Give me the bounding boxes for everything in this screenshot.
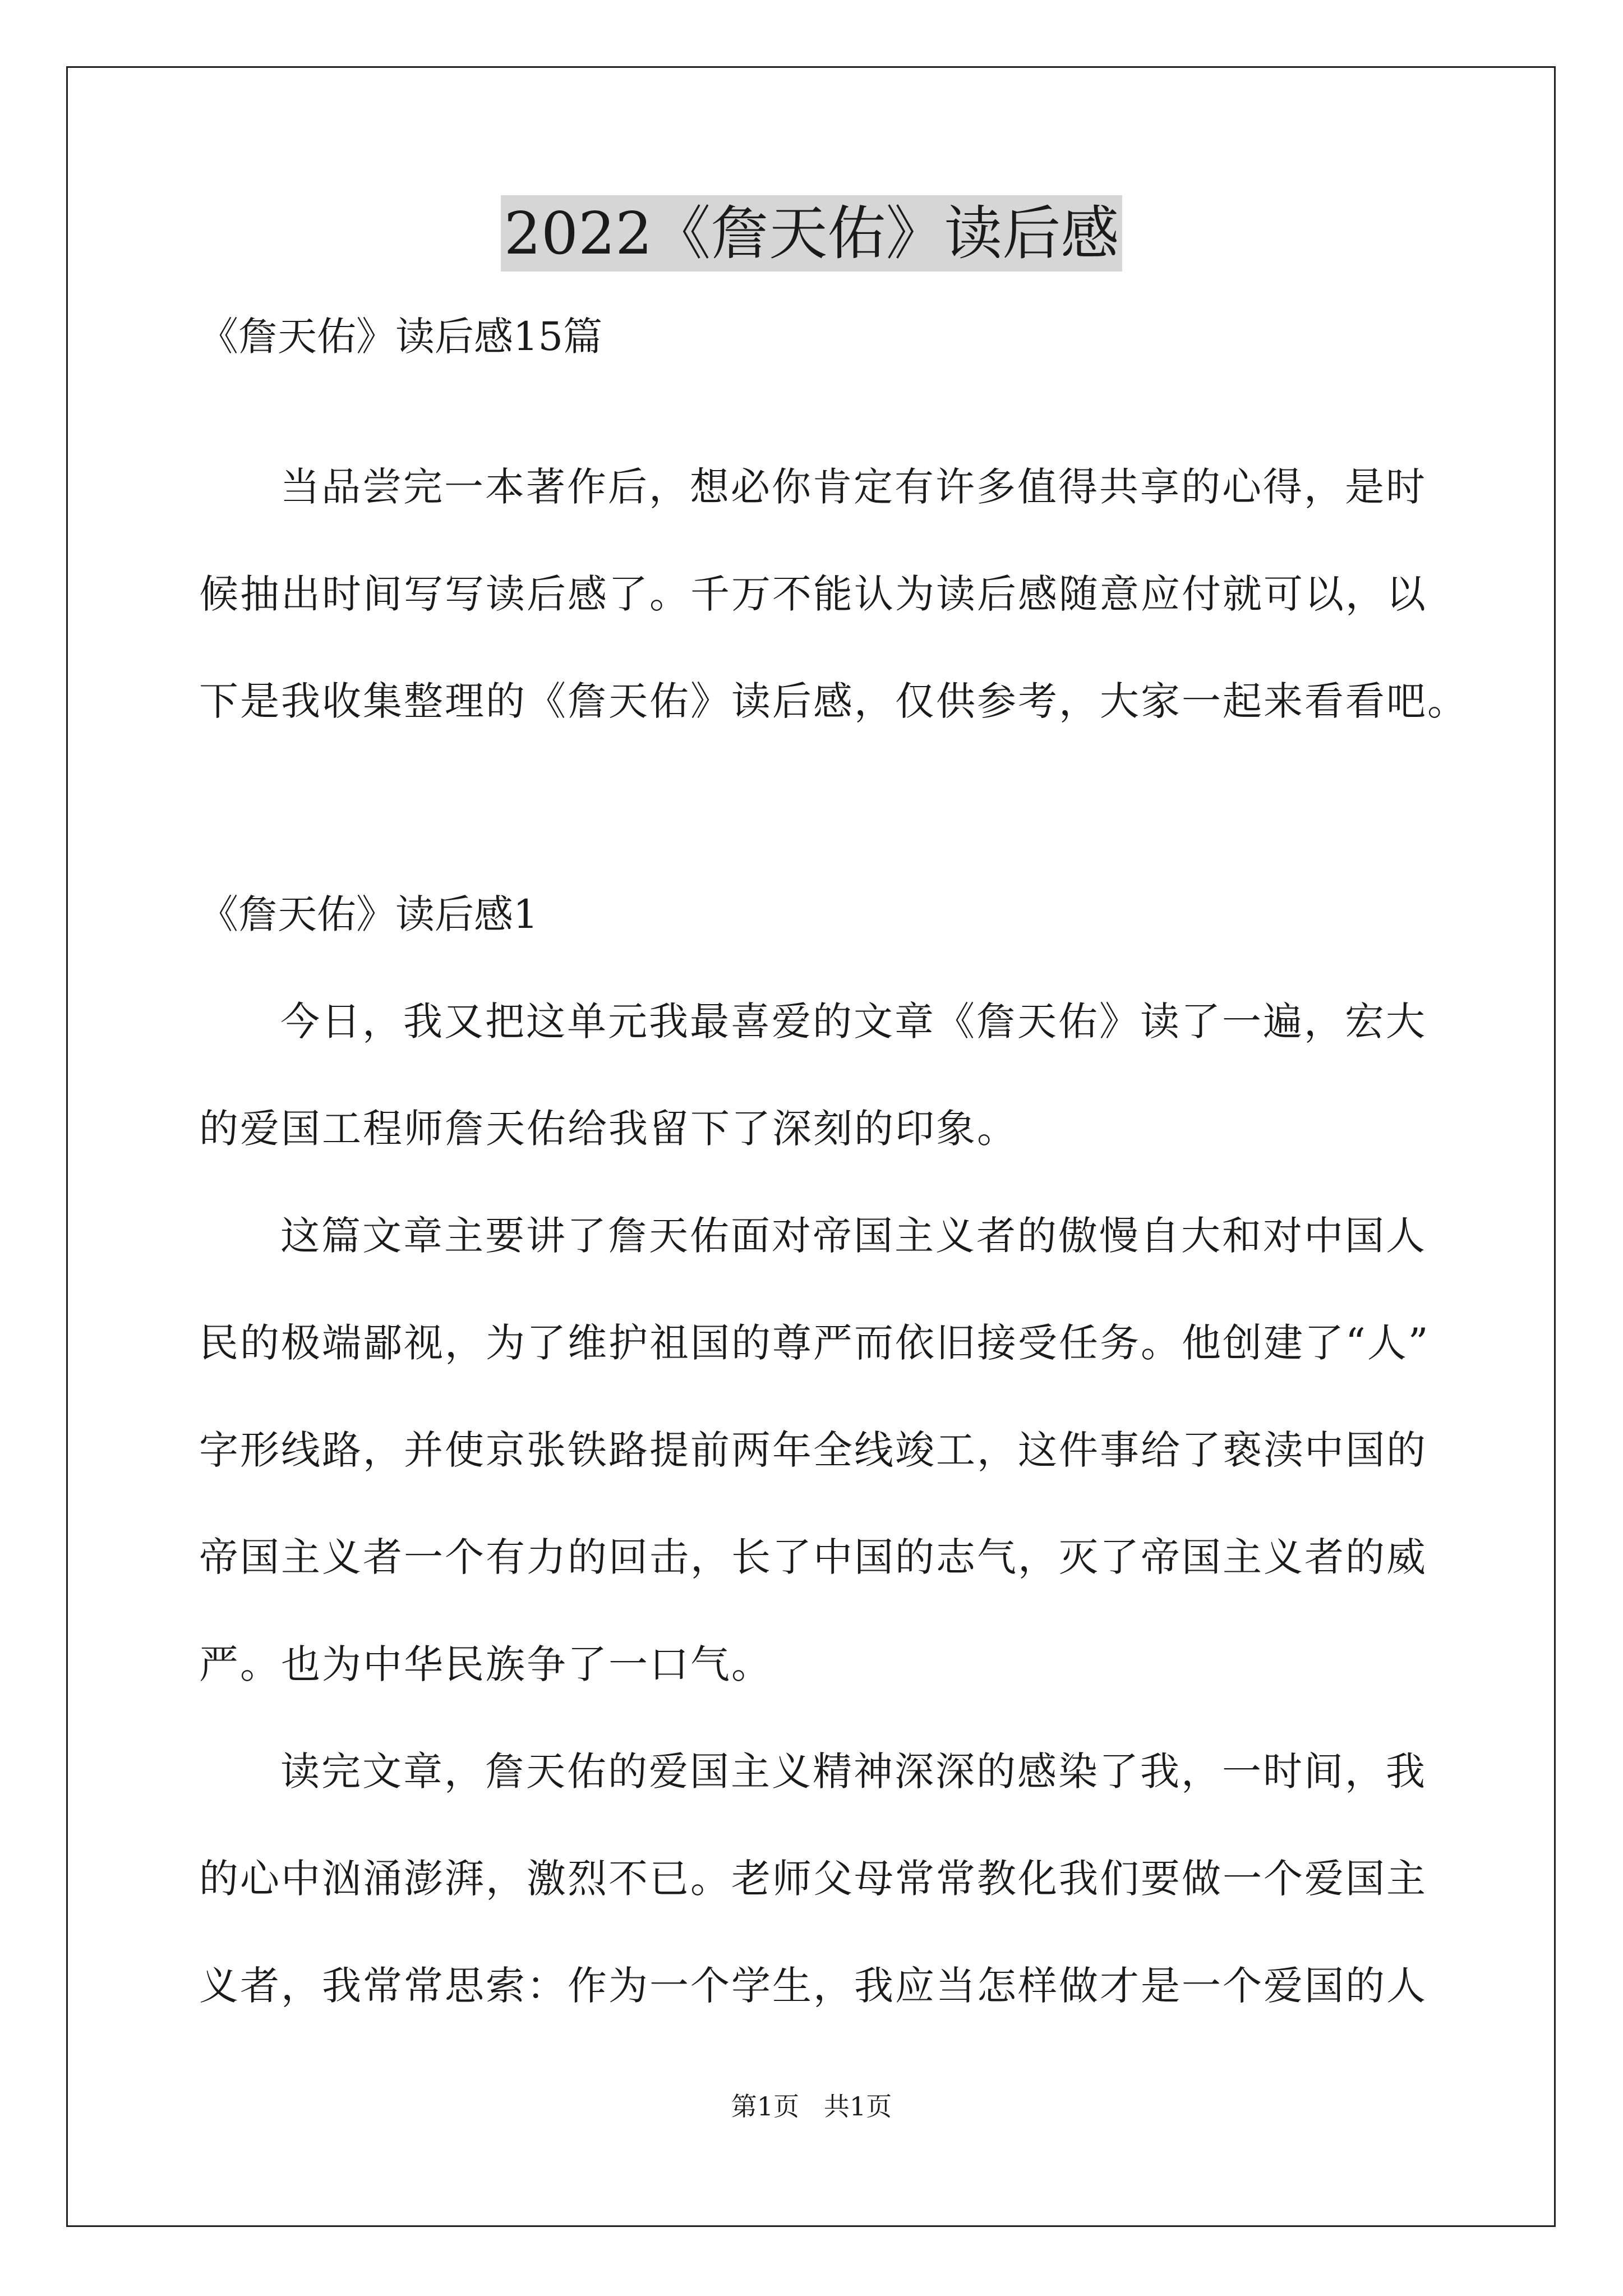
document-title: 2022《詹天佑》读后感 <box>501 195 1123 272</box>
intro-line: 下是我收集整理的《詹天佑》读后感，仅供参考，大家一起来看看吧。 <box>199 678 1468 724</box>
paragraph-line: 这篇文章主要讲了詹天佑面对帝国主义者的傲慢自大和对中国人 <box>280 1213 1427 1259</box>
page-footer: 第1页 共1页 <box>731 2091 892 2122</box>
paragraph-line: 今日，我又把这单元我最喜爱的文章《詹天佑》读了一遍，宏大 <box>280 999 1427 1045</box>
intro-line: 当品尝完一本著作后，想必你肯定有许多值得共享的心得，是时 <box>280 464 1427 510</box>
paragraph-line: 义者，我常常思索：作为一个学生，我应当怎样做才是一个爱国的人 <box>199 1963 1427 2009</box>
document-subtitle: 《詹天佑》读后感15篇 <box>199 314 603 360</box>
intro-line: 候抽出时间写写读后感了。千万不能认为读后感随意应付就可以，以 <box>199 571 1427 617</box>
paragraph-line: 民的极端鄙视，为了维护祖国的尊严而依旧接受任务。他创建了“人” <box>199 1320 1430 1366</box>
paragraph-line: 的心中汹涌澎湃，激烈不已。老师父母常常教化我们要做一个爱国主 <box>199 1856 1427 1902</box>
paragraph-line: 字形线路，并使京张铁路提前两年全线竣工，这件事给了亵渎中国的 <box>199 1427 1427 1473</box>
paragraph-line: 帝国主义者一个有力的回击，长了中国的志气，灭了帝国主义者的威 <box>199 1534 1427 1580</box>
paragraph-line: 读完文章，詹天佑的爱国主义精神深深的感染了我，一时间，我 <box>280 1749 1427 1795</box>
paragraph-line: 的爱国工程师詹天佑给我留下了深刻的印象。 <box>199 1106 1018 1152</box>
paragraph-line: 严。也为中华民族争了一口气。 <box>199 1641 772 1687</box>
title-container <box>0 195 1623 272</box>
section-heading: 《詹天佑》读后感1 <box>199 891 538 937</box>
